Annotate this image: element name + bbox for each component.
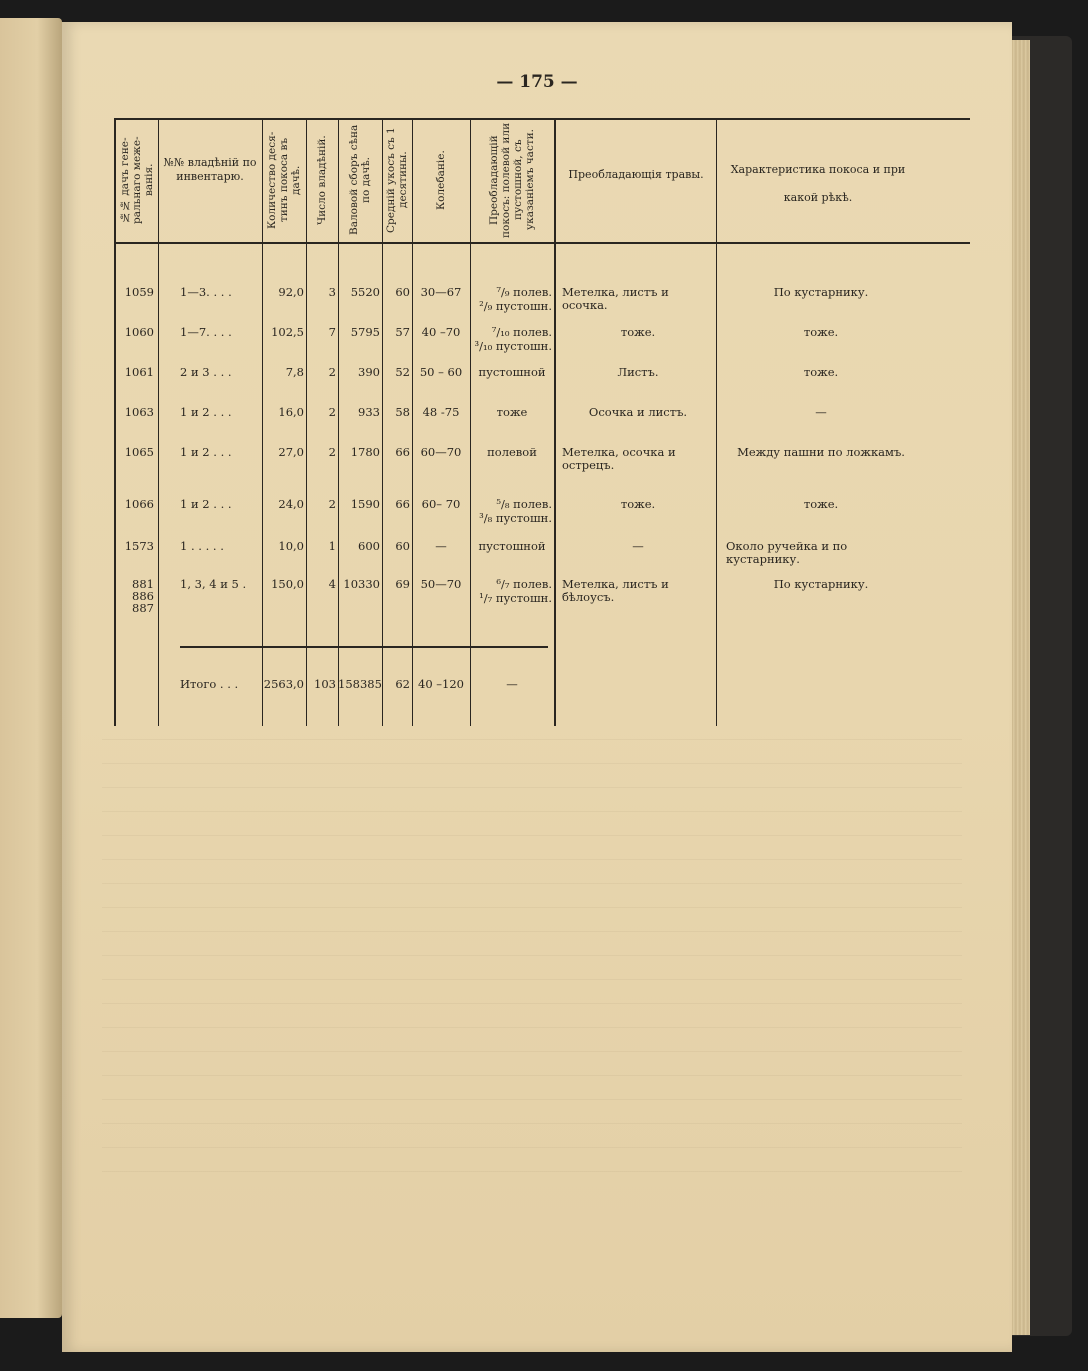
cell-chislo: 3 (328, 285, 336, 299)
cell-desyatin: 27,0 (278, 445, 304, 459)
cell-ukos: 57 (395, 325, 410, 339)
cell-vladenii: 1 и 2 . . . (180, 445, 232, 459)
cell-vladenii: 1, 3, 4 и 5 . (180, 577, 247, 591)
cell-kolebanie: — (435, 539, 447, 553)
cell-travy: — (632, 539, 644, 553)
cell-harakteristika: Между пашни по ложкамъ. (737, 445, 905, 459)
cell-sbor: 390 (358, 365, 380, 379)
cell-harakteristika: Около ручейка и по кустарнику. (726, 539, 848, 566)
cell-vladenii: 2 и 3 . . . (180, 365, 232, 379)
cell-pokos: ¹/₇ пустошн. (479, 591, 552, 605)
cell-kolebanie: 60– 70 (421, 497, 461, 511)
cell-chislo: 2 (328, 365, 336, 379)
cell-pokos: полевой (487, 445, 537, 459)
cell-kolebanie: 60—70 (420, 445, 462, 459)
page-number: — 175 — (496, 72, 578, 92)
total-label: Итого . . . (180, 677, 239, 691)
cell-pokos: ⁶/₇ полев. (496, 577, 552, 591)
total-pokos: — (506, 677, 518, 691)
cell-travy: Метелка, листъ и осочка. (562, 285, 669, 312)
cell-vladenii: 1 . . . . . (180, 539, 224, 553)
cell-sbor: 1780 (350, 445, 380, 459)
cell-travy: тоже. (620, 497, 656, 511)
cell-harakteristika: тоже. (803, 325, 839, 339)
cell-sbor: 10330 (343, 577, 380, 591)
cell-desyatin: 92,0 (278, 285, 304, 299)
cell-dacha-no: 1061 (124, 365, 154, 379)
total-rule (180, 646, 548, 648)
cell-ukos: 60 (395, 539, 410, 553)
cell-ukos: 69 (395, 577, 410, 591)
cell-chislo: 1 (328, 539, 336, 553)
cell-vladenii: 1 и 2 . . . (180, 405, 232, 419)
total-sbor: 158385 (338, 677, 382, 691)
cell-dacha-no: 1063 (124, 405, 154, 419)
cell-sbor: 5795 (350, 325, 380, 339)
cell-travy: Метелка, осочка и острецъ. (562, 445, 676, 472)
cell-kolebanie: 50 – 60 (419, 365, 463, 379)
cell-pokos: ³/₁₀ пустошн. (474, 339, 552, 353)
cell-travy: тоже. (620, 325, 656, 339)
cell-harakteristika: тоже. (803, 497, 839, 511)
cell-pokos: ⁷/₉ полев. (496, 285, 552, 299)
cell-dacha-no: 1065 (124, 445, 154, 459)
cell-sbor: 600 (358, 539, 380, 553)
left-page (0, 18, 62, 1318)
cell-ukos: 52 (395, 365, 410, 379)
cell-desyatin: 150,0 (271, 577, 304, 591)
cell-kolebanie: 40 –70 (421, 325, 461, 339)
header-kolebanie: Колебаніе. (435, 150, 447, 210)
total-desyatin: 2563,0 (263, 677, 304, 691)
cell-pokos: ⁵/₈ полев. (496, 497, 552, 511)
cell-ukos: 66 (395, 497, 410, 511)
cell-travy: Осочка и листъ. (588, 405, 688, 419)
cell-vladenii: 1—3. . . . (180, 285, 232, 299)
cell-desyatin: 10,0 (278, 539, 304, 553)
cell-desyatin: 24,0 (278, 497, 304, 511)
cell-pokos: пустошной (478, 539, 546, 553)
cell-chislo: 4 (328, 577, 336, 591)
bleed-through-lines (102, 722, 962, 1172)
cell-harakteristika: тоже. (803, 365, 839, 379)
cell-chislo: 2 (328, 405, 336, 419)
cell-desyatin: 16,0 (278, 405, 304, 419)
cell-kolebanie: 48 -75 (422, 405, 460, 419)
total-chislo: 103 (314, 677, 336, 691)
hay-table (114, 118, 970, 726)
cell-pokos: пустошной (478, 365, 546, 379)
cell-harakteristika: — (815, 405, 827, 419)
cell-travy: Листъ. (617, 365, 659, 379)
total-ukos: 62 (395, 677, 410, 691)
cell-chislo: 2 (328, 445, 336, 459)
table-top-rule (114, 118, 970, 120)
cell-desyatin: 102,5 (271, 325, 304, 339)
cell-harakteristika: По кустарнику. (773, 285, 869, 299)
cell-vladenii: 1 и 2 . . . (180, 497, 232, 511)
cell-dacha-no: 1066 (124, 497, 154, 511)
cell-vladenii: 1—7. . . . (180, 325, 232, 339)
cell-dacha-no: 1060 (124, 325, 154, 339)
cell-desyatin: 7,8 (285, 365, 304, 379)
cell-chislo: 7 (328, 325, 336, 339)
cell-dacha-no: 1059 (124, 285, 154, 299)
cell-pokos: ³/₈ пустошн. (479, 511, 552, 525)
cell-ukos: 60 (395, 285, 410, 299)
cell-ukos: 66 (395, 445, 410, 459)
cell-dacha-no: 881 886 887 (132, 577, 154, 615)
header-valovoi-sbor: Валовой сборъ сѣна по дачѣ. (348, 124, 372, 236)
header-pokos: Преобладающій покосъ: полевой или пустошной, съ указаніемъ части. (488, 122, 536, 238)
cell-harakteristika: По кустарнику. (773, 577, 869, 591)
cell-pokos: ⁷/₁₀ полев. (491, 325, 552, 339)
cell-pokos: тоже (496, 405, 528, 419)
col-rule (554, 118, 556, 726)
cell-dacha-no: 1573 (124, 539, 154, 553)
cell-ukos: 58 (395, 405, 410, 419)
cell-chislo: 2 (328, 497, 336, 511)
cell-kolebanie: 30—67 (420, 285, 462, 299)
header-dacha-no: №№ дачъ гене-ральнаго меже-ванія. (119, 136, 155, 224)
header-vladenii-no: №№ владѣній по инвентарю. (163, 156, 257, 183)
cell-kolebanie: 50—70 (420, 577, 462, 591)
header-bottom-rule (114, 242, 970, 244)
col-rule (158, 118, 159, 726)
col-rule (716, 118, 717, 726)
cell-sbor: 1590 (350, 497, 380, 511)
book-page (62, 22, 1012, 1352)
header-desyatin: Количество деся-тинъ покоса въ дачѣ. (266, 131, 302, 229)
header-travy: Преобладающія травы. (568, 168, 704, 181)
cell-sbor: 5520 (350, 285, 380, 299)
cell-sbor: 933 (358, 405, 380, 419)
header-sredni-ukos: Средній укосъ съ 1 десятины. (385, 127, 409, 233)
header-harakteristika: Характеристика покоса и при какой рѣкѣ. (730, 163, 906, 204)
cell-travy: Метелка, листъ и бѣлоусъ. (562, 577, 669, 604)
header-chislo-vladenii: Число владѣній. (316, 135, 328, 225)
total-kolebanie: 40 –120 (418, 677, 464, 691)
cell-pokos: ²/₉ пустошн. (479, 299, 552, 313)
